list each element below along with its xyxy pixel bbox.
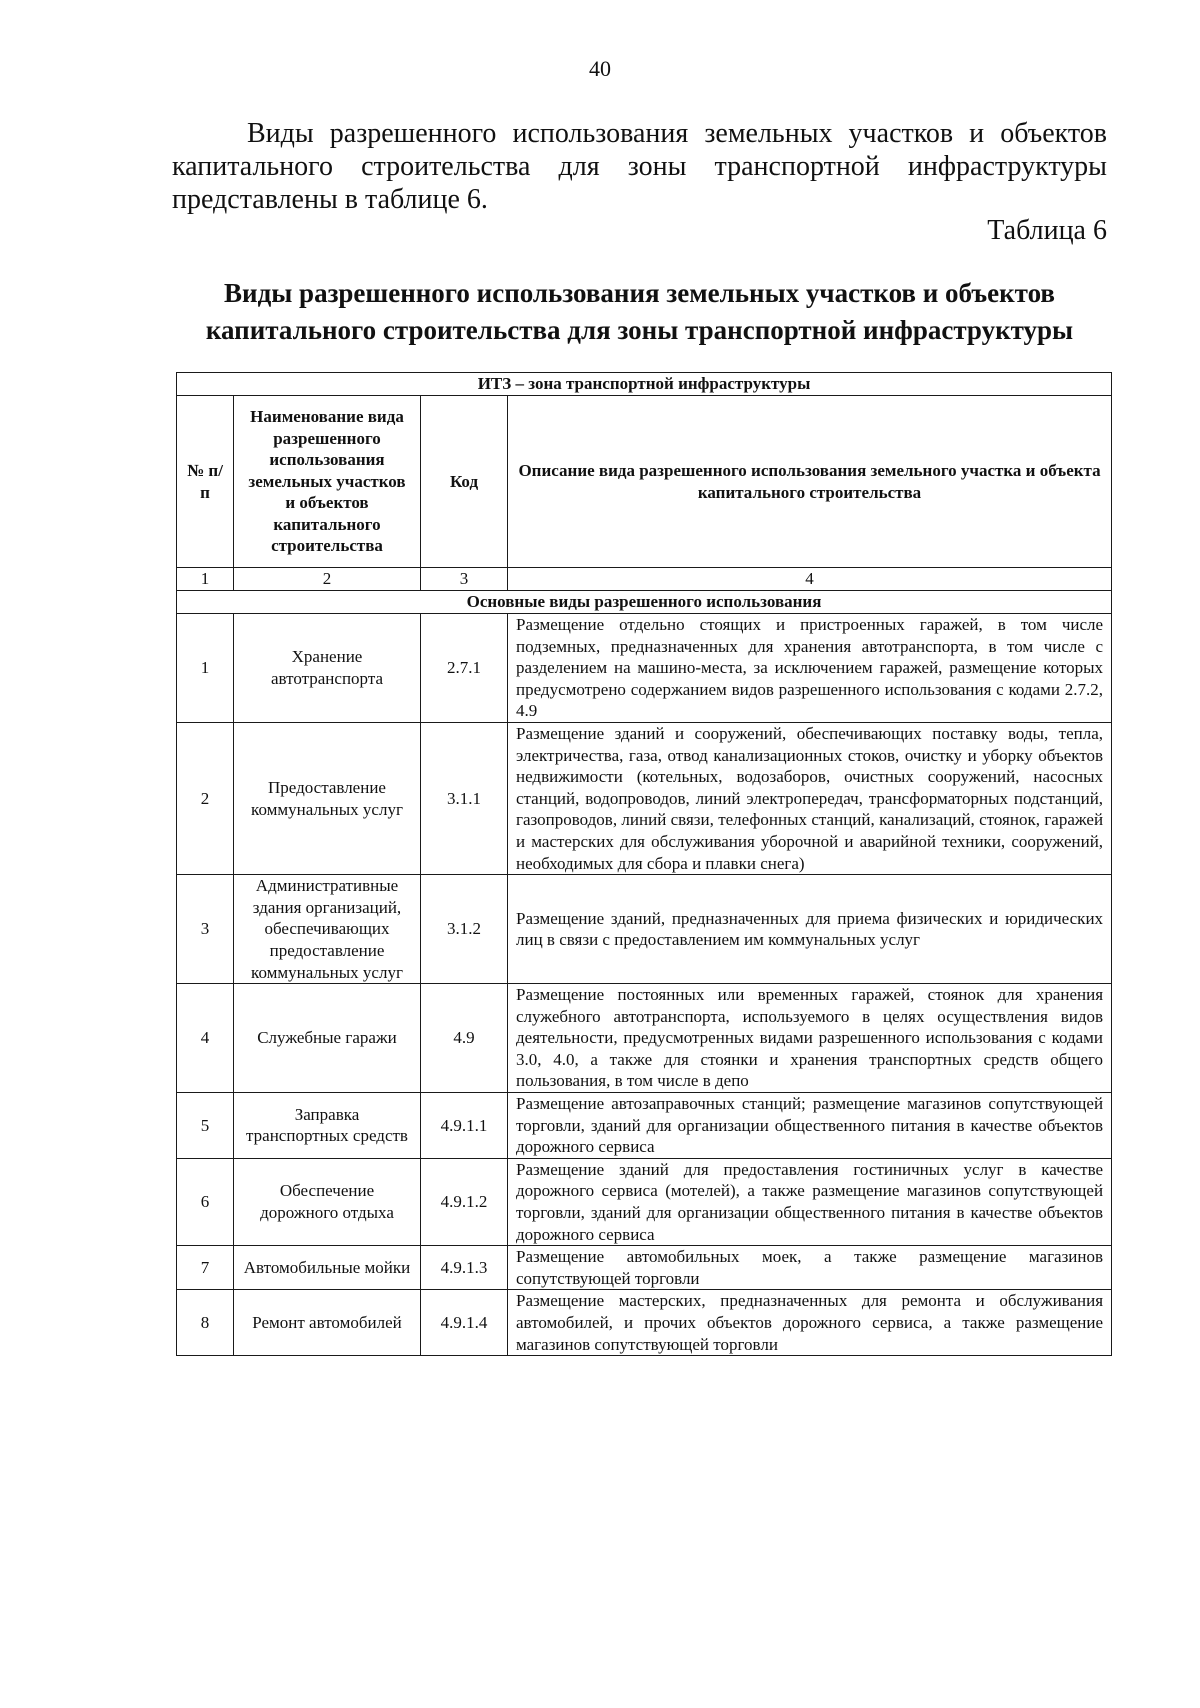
row-number: 2 bbox=[177, 722, 234, 874]
row-name: Хранение автотранспорта bbox=[234, 614, 421, 723]
table-caption: Таблица 6 bbox=[987, 215, 1107, 246]
row-name: Предоставление коммунальных услуг bbox=[234, 722, 421, 874]
page-number: 40 bbox=[589, 56, 611, 81]
header-name: Наименование вида разрешенного использования земельных участков и объектов капитального строительства bbox=[234, 396, 421, 568]
row-code: 4.9.1.3 bbox=[421, 1246, 508, 1290]
section-row bbox=[177, 591, 1112, 614]
table-row bbox=[177, 1246, 1112, 1290]
row-code: 4.9.1.2 bbox=[421, 1158, 508, 1245]
row-number: 4 bbox=[177, 984, 234, 1093]
row-number: 8 bbox=[177, 1290, 234, 1356]
row-description: Размещение зданий и сооружений, обеспечивающих поставку воды, тепла, электричества, газа, отвод канализационных стоков, очистку и уборку объектов недвижимости (котельных, водозаборов, очистных сооружений, насосных станций, водопроводов, линий электропередач, трансформаторных подстанций, газопроводов, линий связи, телефонных станций, канализаций, стоянок, гаражей и мастерских для обслуживания уборочной и аварийной техники, сооружений, необходимых для сбора и плавки снега) bbox=[508, 722, 1112, 874]
table-row bbox=[177, 722, 1112, 874]
zone-title-row bbox=[177, 373, 1112, 396]
row-description: Размещение автозаправочных станций; размещение магазинов сопутствующей торговли, зданий для организации общественного питания в качестве объектов дорожного сервиса bbox=[508, 1093, 1112, 1159]
table-row bbox=[177, 1158, 1112, 1245]
row-code: 4.9.1.1 bbox=[421, 1093, 508, 1159]
row-description: Размещение автомобильных моек, а также размещение магазинов сопутствующей торговли bbox=[508, 1246, 1112, 1290]
header-description: Описание вида разрешенного использования земельного участка и объекта капитального строительства bbox=[508, 396, 1112, 568]
row-number: 5 bbox=[177, 1093, 234, 1159]
column-number: 1 bbox=[177, 568, 234, 591]
row-name: Заправка транспортных средств bbox=[234, 1093, 421, 1159]
row-name: Служебные гаражи bbox=[234, 984, 421, 1093]
row-code: 4.9 bbox=[421, 984, 508, 1093]
header-code: Код bbox=[421, 396, 508, 568]
row-code: 2.7.1 bbox=[421, 614, 508, 723]
row-description: Размещение отдельно стоящих и пристроенных гаражей, в том числе подземных, предназначенных для хранения автотранспорта, в том числе с разделением на машино-места, за исключением гаражей, размещение которых предусмотрено содержанием видов разрешенного использования с кодами 2.7.2, 4.9 bbox=[508, 614, 1112, 723]
row-description: Размещение зданий для предоставления гостиничных услуг в качестве дорожного сервиса (мотелей), а также размещение магазинов сопутствующей торговли, зданий для организации общественного питания в качестве объектов дорожного сервиса bbox=[508, 1158, 1112, 1245]
row-description: Размещение зданий, предназначенных для приема физических и юридических лиц в связи с предоставлением им коммунальных услуг bbox=[508, 875, 1112, 984]
table-row bbox=[177, 614, 1112, 723]
column-number: 2 bbox=[234, 568, 421, 591]
land-use-table bbox=[176, 372, 1112, 1356]
heading-line-2: капитального строительства для зоны транспортной инфраструктуры bbox=[205, 315, 1074, 345]
intro-paragraph: Виды разрешенного использования земельных участков и объектов капитального строительства для зоны транспортной инфраструктуры представлены в таблице 6. bbox=[172, 118, 1107, 215]
row-code: 3.1.1 bbox=[421, 722, 508, 874]
table-row bbox=[177, 1290, 1112, 1356]
column-number-row bbox=[177, 568, 1112, 591]
row-description: Размещение мастерских, предназначенных для ремонта и обслуживания автомобилей, и прочих объектов дорожного сервиса, а также размещение магазинов сопутствующей торговли bbox=[508, 1290, 1112, 1356]
row-number: 1 bbox=[177, 614, 234, 723]
row-number: 3 bbox=[177, 875, 234, 984]
column-number: 3 bbox=[421, 568, 508, 591]
column-number: 4 bbox=[508, 568, 1112, 591]
table-row bbox=[177, 984, 1112, 1093]
row-number: 7 bbox=[177, 1246, 234, 1290]
row-code: 4.9.1.4 bbox=[421, 1290, 508, 1356]
row-number: 6 bbox=[177, 1158, 234, 1245]
row-name: Административные здания организаций, обеспечивающих предоставление коммунальных услуг bbox=[234, 875, 421, 984]
header-num: № п/п bbox=[177, 396, 234, 568]
row-name: Автомобильные мойки bbox=[234, 1246, 421, 1290]
document-heading bbox=[172, 275, 1107, 349]
section-title: Основные виды разрешенного использования bbox=[177, 591, 1112, 614]
table-row bbox=[177, 875, 1112, 984]
header-row bbox=[177, 396, 1112, 568]
row-description: Размещение постоянных или временных гаражей, стоянок для хранения служебного автотранспорта, используемого в целях осуществления видов деятельности, предусмотренных видами разрешенного использования с кодами 3.0, 4.0, а также для стоянки и хранения транспортных средств общего пользования, в том числе в депо bbox=[508, 984, 1112, 1093]
row-name: Обеспечение дорожного отдыха bbox=[234, 1158, 421, 1245]
row-name: Ремонт автомобилей bbox=[234, 1290, 421, 1356]
row-code: 3.1.2 bbox=[421, 875, 508, 984]
table-row bbox=[177, 1093, 1112, 1159]
zone-title: ИТЗ – зона транспортной инфраструктуры bbox=[177, 373, 1112, 396]
heading-line-1: Виды разрешенного использования земельных участков и объектов bbox=[224, 278, 1055, 308]
